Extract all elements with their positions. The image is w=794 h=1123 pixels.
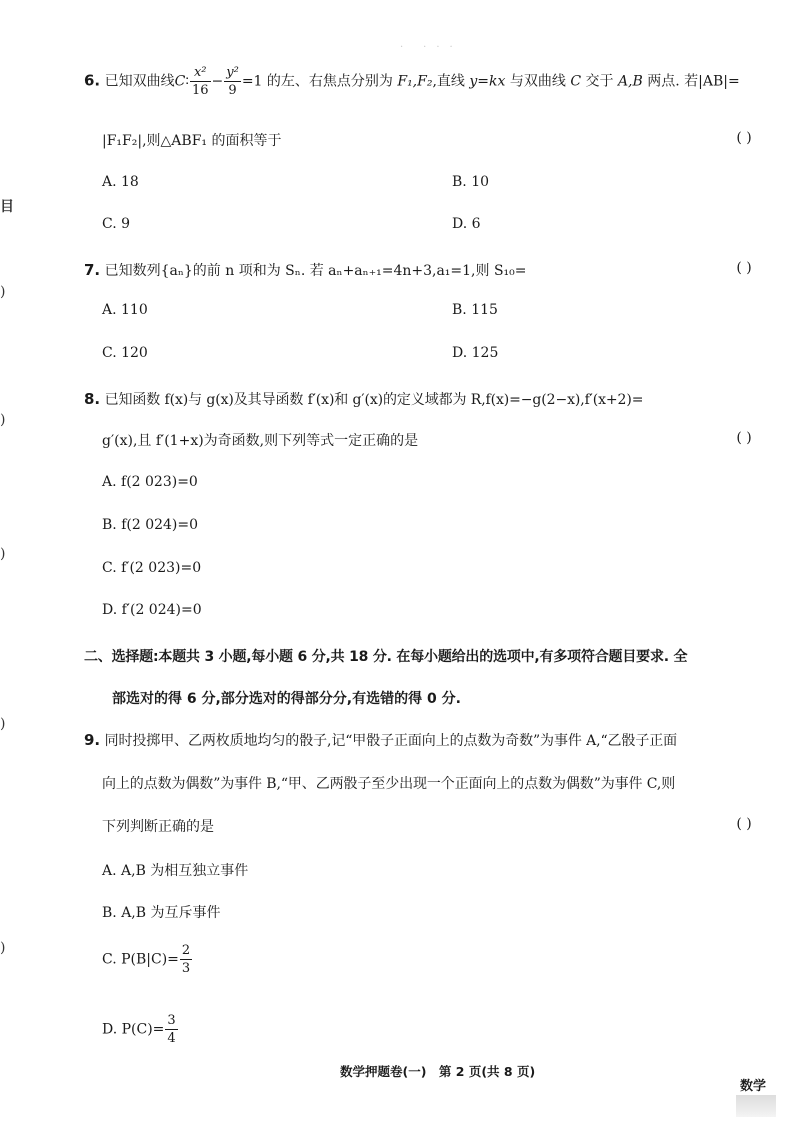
curve-name: C — [174, 73, 186, 90]
option-b[interactable]: B. 10 — [452, 174, 490, 190]
option-d[interactable]: D. 125 — [452, 345, 499, 361]
answer-paren[interactable]: ( ) — [736, 816, 752, 832]
option-b[interactable]: B. A,B 为互斥事件 — [102, 905, 221, 921]
question-9-line3: 下列判断正确的是 — [102, 819, 214, 835]
option-b[interactable]: B. f(2 024)=0 — [102, 517, 199, 533]
question-text: 同时投掷甲、乙两枚质地均匀的骰子,记“甲骰子正面向上的点数为奇数”为事件 A,“乙骰子正面 — [104, 733, 678, 749]
margin-paren: ) — [0, 412, 6, 428]
option-c[interactable]: C. 120 — [102, 345, 148, 361]
margin-paren: ) — [0, 546, 6, 562]
fraction-denominator: 4 — [167, 1031, 176, 1046]
fraction-y2-9 — [224, 66, 241, 97]
fraction-numerator: 3 — [167, 1013, 176, 1028]
option-label: C. P(B|C)= — [102, 951, 179, 968]
points: A,B — [617, 73, 643, 90]
fraction-2-3 — [180, 944, 192, 975]
question-number: 7. — [84, 261, 101, 279]
fraction-numerator: 2 — [181, 943, 191, 958]
question-text: 与双曲线 — [509, 73, 566, 90]
answer-paren[interactable]: ( ) — [736, 130, 752, 146]
question-text: 已知函数 f(x)与 g(x)及其导函数 f′(x)和 g′(x)的定义域都为 R,f(x)=−g(2−x),f′(x+2)= — [104, 392, 644, 408]
fraction-denominator: 3 — [181, 961, 191, 976]
question-text: 交于 — [585, 73, 614, 90]
foci: F₁,F₂ — [397, 73, 433, 90]
option-a[interactable]: A. A,B 为相互独立事件 — [102, 863, 249, 879]
colon: ∶ — [185, 73, 189, 90]
question-9-line2: 向上的点数为偶数”为事件 B,“甲、乙两骰子至少出现一个正面向上的点数为偶数”为事件 C,则 — [102, 776, 676, 792]
fraction-denominator: 16 — [191, 83, 209, 98]
line-equation: y=kx — [469, 73, 506, 90]
question-text: 已知双曲线 — [104, 73, 175, 90]
question-8-line2: g′(x),且 f′(1+x)为奇函数,则下列等式一定正确的是 — [102, 433, 419, 449]
margin-paren: ) — [0, 940, 6, 956]
question-number: 6. — [84, 71, 101, 90]
option-label: D. P(C)= — [102, 1021, 165, 1038]
corner-shadow — [736, 1095, 776, 1117]
option-a[interactable]: A. 18 — [102, 174, 139, 190]
margin-mark: 目 — [0, 199, 14, 215]
question-text: ,直线 — [432, 73, 465, 90]
question-number: 9. — [84, 731, 101, 749]
minus-sign: − — [211, 73, 224, 90]
option-a[interactable]: A. f(2 023)=0 — [102, 474, 198, 490]
question-6-line1 — [84, 66, 740, 97]
fraction-numerator: y² — [226, 65, 239, 80]
section-2-heading-line2: 部选对的得 6 分,部分选对的得部分分,有选错的得 0 分. — [112, 691, 461, 707]
option-d[interactable]: D. f′(2 024)=0 — [102, 602, 202, 618]
question-text: 已知数列{aₙ}的前 n 项和为 Sₙ. 若 aₙ+aₙ₊₁=4n+3,a₁=1,则 S₁₀= — [104, 263, 527, 279]
option-a[interactable]: A. 110 — [102, 302, 148, 318]
option-c[interactable]: C. f′(2 023)=0 — [102, 560, 202, 576]
option-d[interactable] — [102, 1014, 179, 1045]
question-7-line1 — [84, 260, 527, 280]
scan-artifact: · · · · — [400, 42, 453, 53]
margin-paren: ) — [0, 716, 6, 732]
fraction-numerator: x² — [190, 66, 211, 82]
fraction-3-4 — [165, 1014, 177, 1045]
margin-paren: ) — [0, 284, 6, 300]
section-2-heading: 二、选择题:本题共 3 小题,每小题 6 分,共 18 分. 在每小题给出的选项中,有多项符合题目要求. 全 — [84, 649, 688, 665]
question-text: =1 的左、右焦点分别为 — [241, 73, 393, 90]
option-c[interactable] — [102, 944, 193, 975]
fraction-x2-16 — [190, 66, 211, 97]
page-footer: 数学押题卷(一) 第 2 页(共 8 页) — [340, 1064, 536, 1079]
option-d[interactable]: D. 6 — [452, 216, 481, 232]
answer-paren[interactable]: ( ) — [736, 260, 752, 276]
question-text: 两点. 若|AB|= — [647, 73, 740, 90]
option-c[interactable]: C. 9 — [102, 216, 131, 232]
option-b[interactable]: B. 115 — [452, 302, 498, 318]
question-6-line2: |F₁F₂|,则△ABF₁ 的面积等于 — [102, 133, 282, 149]
fraction-denominator: 9 — [228, 83, 237, 98]
corner-subject-label: 数学 — [740, 1079, 767, 1094]
question-number: 8. — [84, 390, 101, 408]
question-9-line1 — [84, 730, 677, 750]
question-8-line1 — [84, 389, 643, 409]
answer-paren[interactable]: ( ) — [736, 430, 752, 446]
curve-name: C — [570, 73, 582, 90]
